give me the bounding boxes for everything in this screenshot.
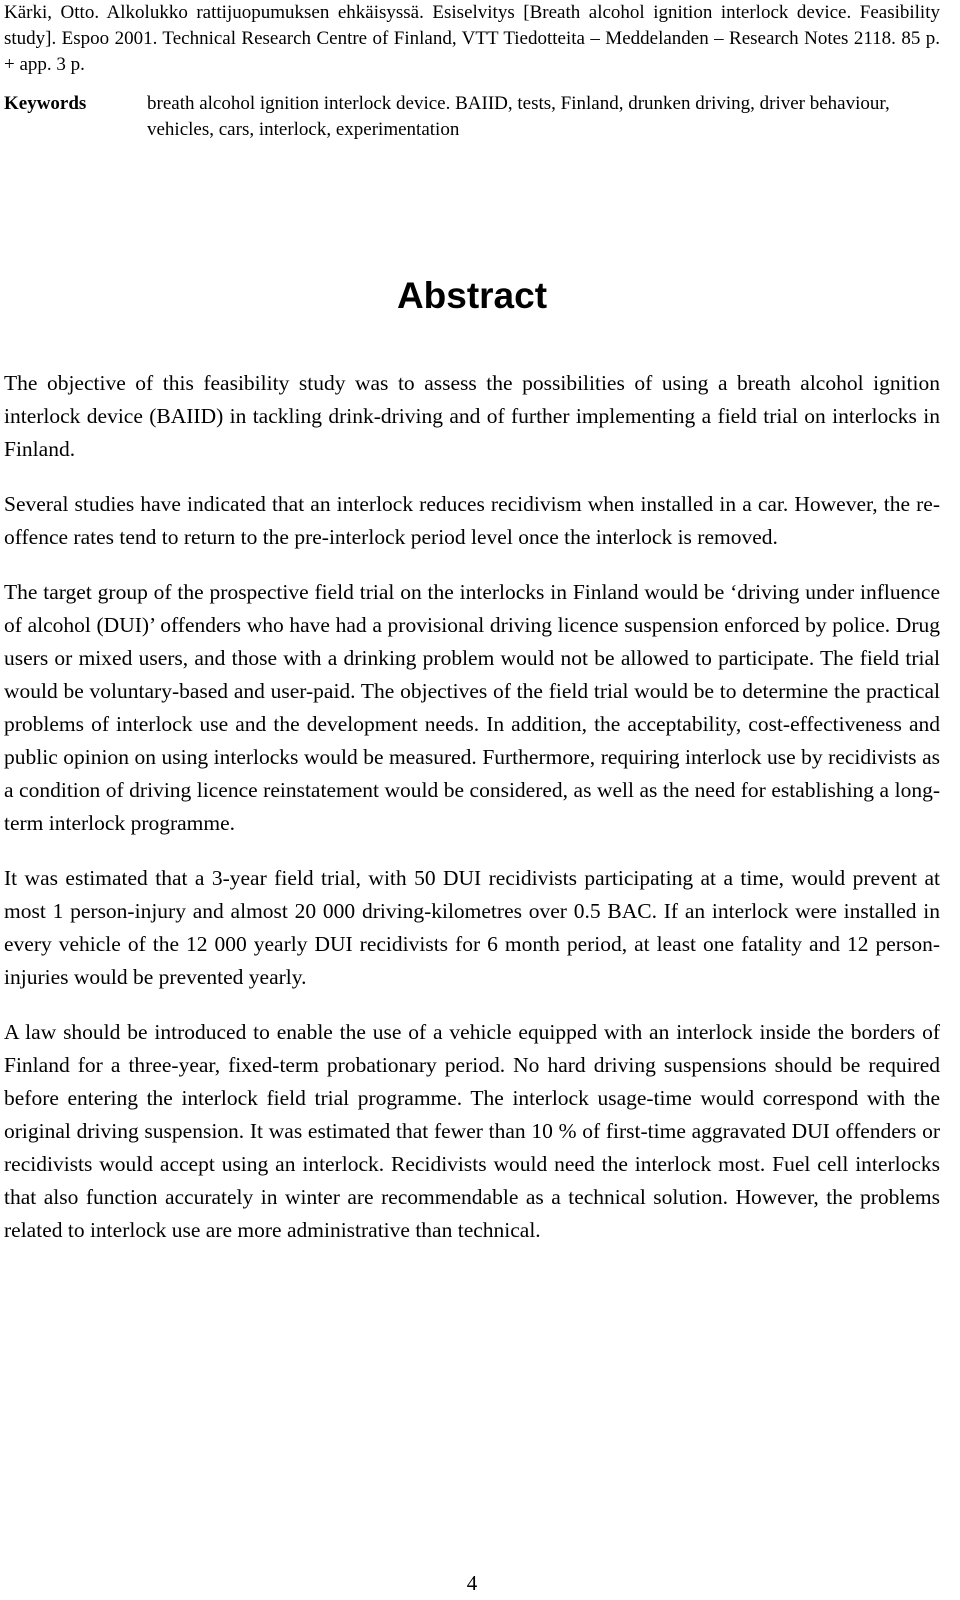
keywords-text: breath alcohol ignition interlock device. BAIID, tests, Finland, drunken driving, driver behaviour, vehicles, cars, interlock, experimentation [147,93,890,140]
abstract-paragraph: It was estimated that a 3-year field trial, with 50 DUI recidivists participating at a time, would prevent at most 1 person-injury and almost 20 000 driving-kilometres over 0.5 BAC. If an interlock were installed in every vehicle of the 12 000 yearly DUI recidivists for 6 month period, at least one fatality and 12 person-injuries would be prevented yearly. [4,866,940,989]
abstract-paragraph: A law should be introduced to enable the use of a vehicle equipped with an interlock inside the borders of Finland for a three-year, fixed-term probationary period. No hard driving suspensions should be required before entering the interlock field trial programme. The interlock usage-time would correspond with the original driving suspension. It was estimated that fewer than 10 % of first-time aggravated DUI offenders or recidivists would accept using an interlock. Recidivists would need the interlock most. Fuel cell interlocks that also function accurately in winter are recommendable as a technical solution. However, the problems related to interlock use are more administrative than technical. [4,1020,940,1242]
abstract-body [4,367,940,1269]
abstract-heading: Abstract [396,275,548,316]
abstract-paragraph: Several studies have indicated that an interlock reduces recidivism when installed in a car. However, the re-offence rates tend to return to the pre-interlock period level once the interlock is removed. [4,492,940,549]
abstract-paragraph: The objective of this feasibility study was to assess the possibilities of using a breath alcohol ignition interlock device (BAIID) in tackling drink-driving and of further implementing a field trial on interlocks in Finland. [4,371,940,461]
keywords-label: Keywords [4,93,87,114]
page-number: 4 [466,1571,478,1595]
abstract-paragraph: The target group of the prospective field trial on the interlocks in Finland would be ‘driving under influence of alcohol (DUI)’ offenders who have had a provisional driving licence suspension enforced by police. Drug users or mixed users, and those with a drinking problem would not be allowed to participate. The field trial would be voluntary-based and user-paid. The objectives of the field trial would be to determine the practical problems of interlock use and the development needs. In addition, the acceptability, cost-effectiveness and public opinion on using interlocks would be measured. Furthermore, requiring interlock use by recidivists as a condition of driving licence reinstatement would be considered, as well as the need for establishing a long-term interlock programme. [4,580,940,835]
bibliographic-citation [4,0,940,78]
citation-text: Kärki, Otto. Alkolukko rattijuopumuksen ehkäisyssä. Esiselvitys [Breath alcohol ignition interlock device. Feasibility study]. Espoo 2001. Technical Research Centre of Finland, VTT Tiedotteita – Meddelanden – Research Notes 2118. 85 p. + app. 3 p. [4,2,940,75]
